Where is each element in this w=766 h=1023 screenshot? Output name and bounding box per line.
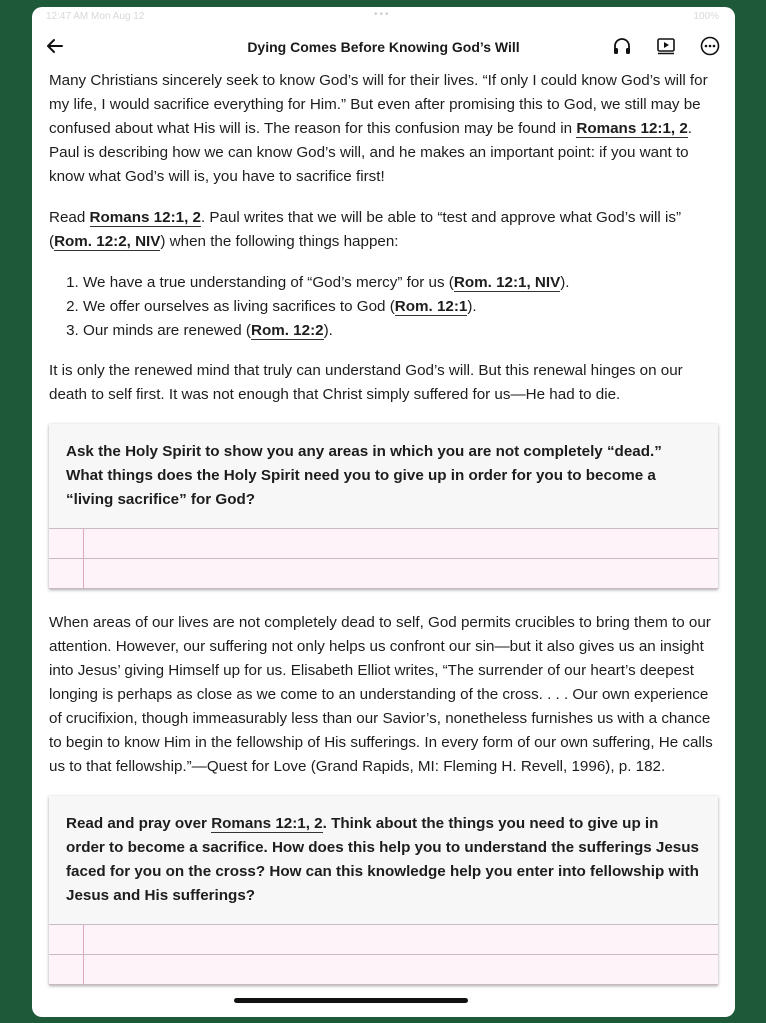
paragraph: Read Romans 12:1, 2. Paul writes that we will be able to “test and approve what God’s will is” (Rom. 12:2, NIV) when the following things happen: [49, 209, 682, 250]
headphones-icon[interactable] [611, 35, 633, 57]
answer-line[interactable] [49, 925, 718, 955]
paragraph: It is only the renewed mind that truly can understand God’s will. But this renewal hinges on our death to self first. It was not enough that Christ simply suffered for us—He had to die. [49, 362, 683, 403]
answer-area[interactable] [49, 528, 718, 589]
list-item: 3. Our minds are renewed (Rom. 12:2). [83, 319, 718, 343]
nav-actions [611, 35, 721, 57]
battery-indicator: 100% [693, 11, 719, 22]
paragraph: Many Christians sincerely seek to know God’s will for their lives. “If only I could know God’s will for my life, I would sacrifice everything for Him.” But even after promising this to God, we still may be confused about what His will is. The reason for this confusion may be found in Romans 12:1, 2. Paul is describing how we can know God’s will, and he makes an important point: if you want to know what God’s will is, you have to sacrifice first! [49, 72, 708, 185]
reflection-card [49, 424, 718, 589]
home-indicator[interactable] [234, 998, 468, 1003]
back-arrow-icon[interactable] [44, 35, 66, 57]
reflection-question: Ask the Holy Spirit to show you any areas in which you are not completely “dead.” What things does the Holy Spirit need you to give up in order for you to become a “living sacrifice” for God? [66, 443, 662, 508]
paragraph: When areas of our lives are not completely dead to self, God permits crucibles to bring them to our attention. However, our suffering not only helps us confront our sin—but it also gives us an insight into Jesus’ giving Himself up for us. Elisabeth Elliot writes, “The surrender of our heart’s deepest longing is perhaps as close as we come to an understanding of the cross. . . . Our own experience of crucifixion, though immeasurably less than our Savior’s, nonetheless furnishes us with a chance to begin to know Him in the fellowship of His sufferings. In every form of our own suffering, He calls us to that fellowship.”—Quest for Love (Grand Rapids, MI: Fleming H. Revell, 1996), p. 182. [49, 614, 713, 775]
nav-bar [32, 27, 735, 69]
status-bar [32, 7, 735, 27]
reader-window [32, 7, 735, 1017]
answer-area[interactable] [49, 924, 718, 985]
multitask-dots[interactable]: ••• [374, 9, 391, 20]
scripture-link[interactable]: Romans 12:1, 2 [576, 120, 688, 137]
reflection-question: Read and pray over Romans 12:1, 2. Think about the things you need to give up in order to become a sacrifice. How does this help you to understand the sufferings Jesus faced for you on the cross? How can this knowledge help you enter into fellowship with Jesus and His sufferings? [66, 815, 699, 904]
more-icon[interactable] [699, 35, 721, 57]
video-icon[interactable] [655, 35, 677, 57]
answer-line[interactable] [49, 529, 718, 559]
scripture-link[interactable]: Romans 12:1, 2 [89, 209, 201, 226]
scripture-link[interactable]: Romans 12:1, 2 [211, 815, 323, 832]
answer-line[interactable] [49, 559, 718, 589]
scripture-link[interactable]: Rom. 12:2 [250, 322, 324, 339]
scripture-link[interactable]: Rom. 12:2, NIV [54, 233, 161, 250]
scripture-link[interactable]: Rom. 12:1, NIV [453, 274, 561, 291]
answer-line[interactable] [49, 955, 718, 985]
numbered-list [49, 271, 718, 343]
list-item: 2. We offer ourselves as living sacrifices to God (Rom. 12:1). [83, 295, 718, 319]
page-title: Dying Comes Before Knowing God’s Will [247, 39, 520, 55]
status-time: 12:47 AM Mon Aug 12 [46, 11, 145, 22]
lesson-content [32, 69, 735, 985]
scripture-link[interactable]: Rom. 12:1 [394, 298, 468, 315]
list-item: 1. We have a true understanding of “God’s mercy” for us (Rom. 12:1, NIV). [83, 271, 718, 295]
reflection-card [49, 796, 718, 985]
